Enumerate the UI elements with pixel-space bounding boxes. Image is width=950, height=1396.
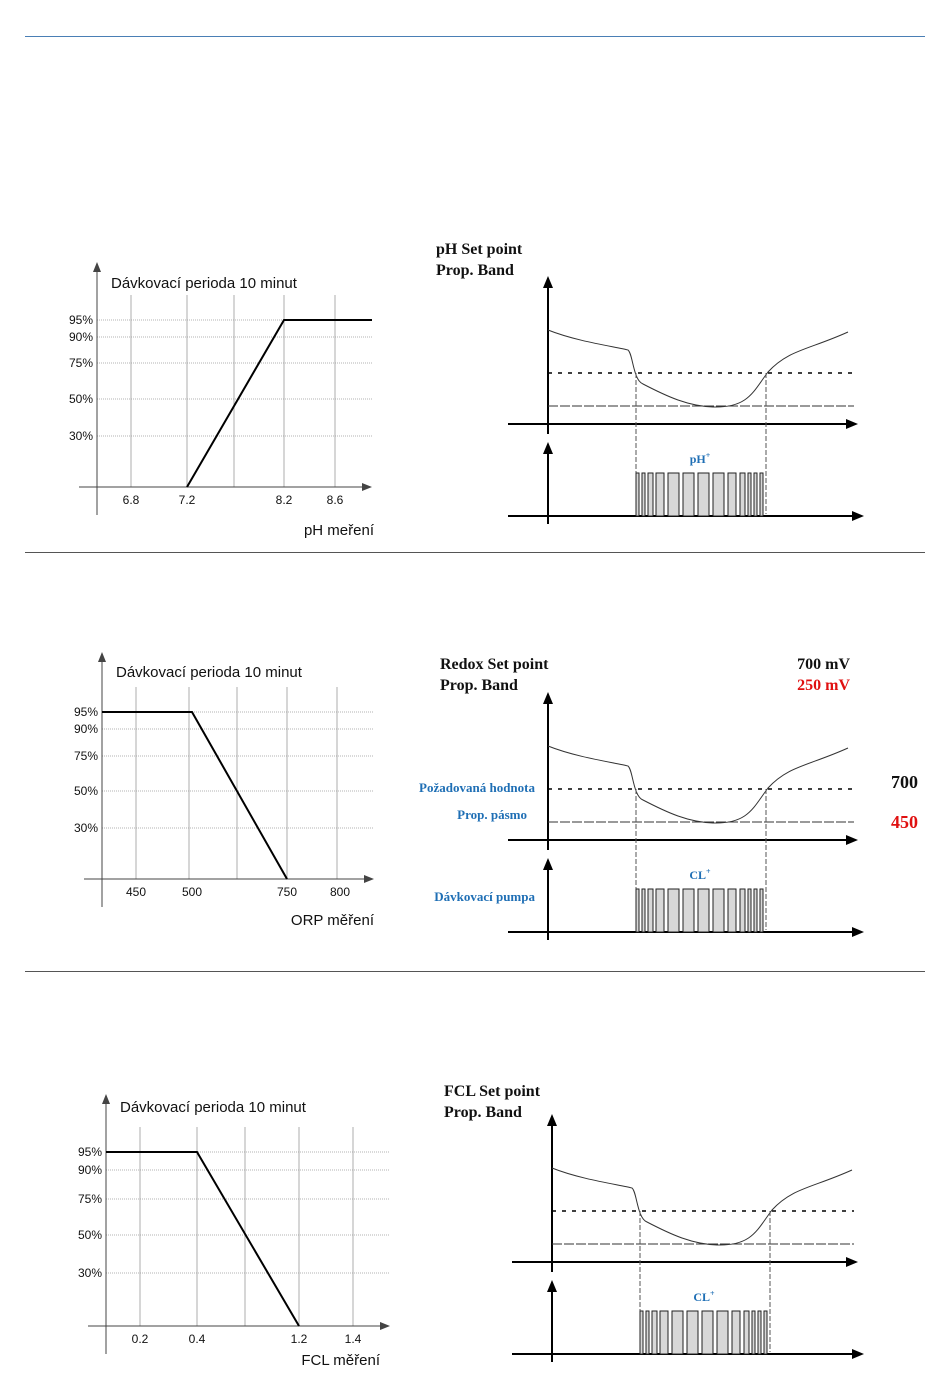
right-arrow-icon xyxy=(846,419,858,429)
pump-pulse xyxy=(648,889,653,932)
process-curve xyxy=(548,746,848,823)
pump-pulse xyxy=(728,473,736,516)
y-tick-label: 75% xyxy=(68,356,93,370)
section-redox xyxy=(0,590,950,955)
x-tick-label: 800 xyxy=(329,885,351,899)
y-tick-label: 50% xyxy=(77,1228,102,1242)
section-svg xyxy=(0,590,950,950)
pump-pulse xyxy=(717,1311,728,1354)
y-axis-arrow-icon xyxy=(102,1094,110,1104)
y-tick-label: 95% xyxy=(73,705,98,719)
pulse-label-sup: + xyxy=(710,1289,715,1298)
pump-pulse xyxy=(728,889,736,932)
pump-pulse xyxy=(636,473,639,516)
pump-pulse xyxy=(748,473,751,516)
pump-pulse xyxy=(744,1311,749,1354)
pump-pulse xyxy=(740,889,745,932)
top-rule xyxy=(25,36,925,37)
pump-pulse xyxy=(702,1311,713,1354)
prop-band-value: 250 mV xyxy=(797,677,850,694)
pump-pulse xyxy=(642,889,645,932)
pump-pulse xyxy=(648,473,653,516)
pulse-label-text: pH xyxy=(689,452,706,466)
x-tick-label: 1.2 xyxy=(290,1332,308,1346)
heading-setpoint: pH Set point xyxy=(436,241,523,258)
up-arrow-icon xyxy=(543,442,553,454)
section-svg xyxy=(0,200,950,560)
pump-pulse xyxy=(732,1311,740,1354)
x-axis-label: FCL měření xyxy=(301,1352,380,1369)
chart-title: Dávkovací perioda 10 minut xyxy=(111,275,297,292)
pump-pulse xyxy=(698,889,709,932)
pulse-label-text: CL xyxy=(689,868,707,882)
pump-pulse xyxy=(672,1311,683,1354)
up-arrow-icon xyxy=(543,858,553,870)
right-value-setpoint: 700 xyxy=(891,772,918,792)
pump-pulse xyxy=(698,473,709,516)
pump-pulse xyxy=(748,889,751,932)
up-arrow-icon xyxy=(543,276,553,288)
pulse-label xyxy=(693,1289,715,1304)
up-arrow-icon xyxy=(547,1114,557,1126)
x-tick-label: 8.2 xyxy=(275,493,293,507)
right-arrow-icon xyxy=(852,1349,864,1359)
pump-pulse xyxy=(760,889,763,932)
ph-chart xyxy=(69,262,375,539)
section-ph xyxy=(0,200,950,565)
pump-pulse xyxy=(713,889,724,932)
section-fcl xyxy=(0,1020,950,1385)
y-tick-label: 95% xyxy=(77,1145,102,1159)
pump-pulse xyxy=(656,473,664,516)
x-tick-label: 0.2 xyxy=(131,1332,149,1346)
heading-setpoint: Redox Set point xyxy=(440,656,549,673)
y-tick-label: 90% xyxy=(73,722,98,736)
x-axis-label: pH meření xyxy=(303,522,374,539)
chart-title: Dávkovací perioda 10 minut xyxy=(116,664,302,681)
x-axis-arrow-icon xyxy=(362,483,372,491)
right-arrow-icon xyxy=(852,511,864,521)
x-tick-label: 750 xyxy=(276,885,298,899)
pulse-label-sup: + xyxy=(705,451,711,460)
pump-pulse xyxy=(683,889,694,932)
x-tick-label: 500 xyxy=(181,885,203,899)
x-axis-label: ORP měření xyxy=(290,912,374,929)
up-arrow-icon xyxy=(547,1280,557,1292)
pump-pulse xyxy=(740,473,745,516)
y-tick-label: 75% xyxy=(77,1192,102,1206)
label-prop-band: Prop. pásmo xyxy=(457,807,527,822)
pump-pulse xyxy=(760,473,763,516)
y-tick-label: 50% xyxy=(68,392,93,406)
heading-prop-band: Prop. Band xyxy=(436,262,514,279)
x-tick-label: 6.8 xyxy=(122,493,140,507)
right-arrow-icon xyxy=(846,835,858,845)
y-tick-label: 90% xyxy=(68,330,93,344)
pump-pulse xyxy=(668,889,679,932)
y-tick-label: 30% xyxy=(68,429,93,443)
heading-prop-band: Prop. Band xyxy=(440,677,518,694)
x-axis-arrow-icon xyxy=(364,875,374,883)
up-arrow-icon xyxy=(543,692,553,704)
right-arrow-icon xyxy=(852,927,864,937)
fcl-diagram xyxy=(444,1083,864,1362)
y-axis-arrow-icon xyxy=(93,262,101,272)
process-curve xyxy=(548,330,848,407)
y-tick-label: 90% xyxy=(77,1163,102,1177)
redox-diagram xyxy=(419,656,918,940)
pump-pulse xyxy=(640,1311,643,1354)
y-tick-label: 95% xyxy=(68,313,93,327)
pump-pulse xyxy=(758,1311,761,1354)
divider-2 xyxy=(25,971,925,972)
pump-pulse xyxy=(752,1311,755,1354)
y-tick-label: 75% xyxy=(73,749,98,763)
x-tick-label: 450 xyxy=(125,885,147,899)
x-tick-label: 7.2 xyxy=(178,493,196,507)
pump-pulse xyxy=(660,1311,668,1354)
chart-title: Dávkovací perioda 10 minut xyxy=(120,1099,306,1116)
section-svg xyxy=(0,1020,950,1380)
label-setpoint: Požadovaná hodnota xyxy=(419,780,535,795)
pump-pulse xyxy=(668,473,679,516)
pump-pulse xyxy=(646,1311,649,1354)
pulse-label-text: CL xyxy=(693,1290,711,1304)
right-value-band: 450 xyxy=(891,812,918,832)
pump-pulse xyxy=(713,473,724,516)
series-line xyxy=(106,1152,299,1326)
pulse-label xyxy=(689,867,711,882)
pump-pulse xyxy=(642,473,645,516)
pump-pulse xyxy=(754,889,757,932)
heading-setpoint: FCL Set point xyxy=(444,1083,541,1100)
x-tick-label: 8.6 xyxy=(326,493,344,507)
right-arrow-icon xyxy=(846,1257,858,1267)
fcl-chart xyxy=(78,1094,390,1369)
series-line xyxy=(187,320,372,487)
y-tick-label: 30% xyxy=(77,1266,102,1280)
pump-pulse xyxy=(656,889,664,932)
heading-prop-band: Prop. Band xyxy=(444,1104,522,1121)
pump-pulse xyxy=(683,473,694,516)
x-axis-arrow-icon xyxy=(380,1322,390,1330)
pump-pulse xyxy=(687,1311,698,1354)
y-tick-label: 50% xyxy=(73,784,98,798)
redox-chart xyxy=(74,652,375,929)
label-pump: Dávkovací pumpa xyxy=(434,889,535,904)
pulse-label xyxy=(690,451,711,466)
process-curve xyxy=(552,1168,852,1245)
pump-pulse xyxy=(652,1311,657,1354)
pump-pulse xyxy=(754,473,757,516)
y-axis-arrow-icon xyxy=(98,652,106,662)
ph-diagram xyxy=(436,241,864,524)
setpoint-value: 700 mV xyxy=(797,656,850,673)
series-line xyxy=(102,712,287,879)
pump-pulse xyxy=(636,889,639,932)
pulse-label-sup: + xyxy=(706,867,711,876)
pump-pulse xyxy=(764,1311,767,1354)
y-tick-label: 30% xyxy=(73,821,98,835)
x-tick-label: 1.4 xyxy=(344,1332,362,1346)
x-tick-label: 0.4 xyxy=(188,1332,206,1346)
